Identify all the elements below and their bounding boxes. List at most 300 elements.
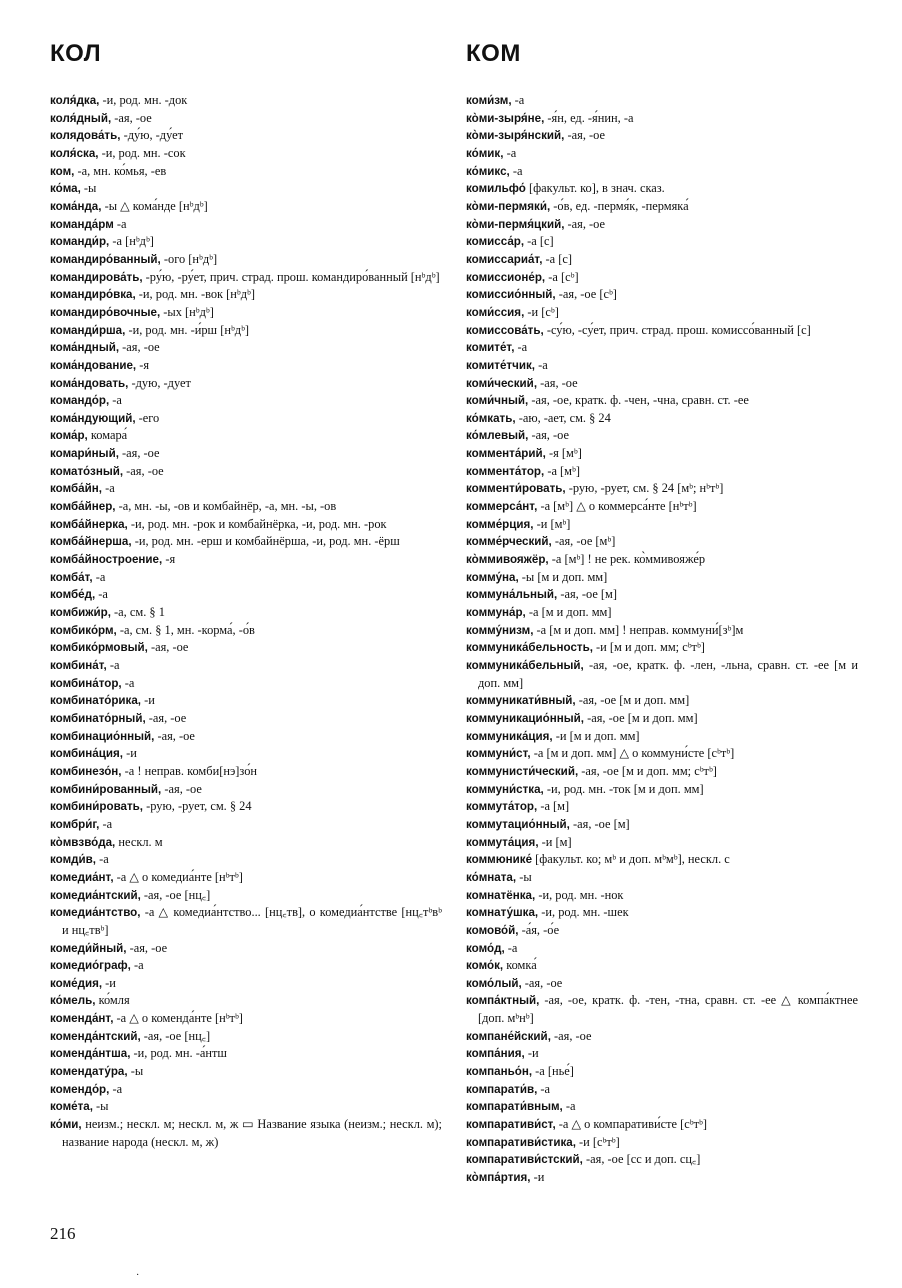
headword: ко̀ми-пермяки́, [466, 199, 551, 213]
entry-details: -и [мᵇ] [533, 516, 571, 531]
headword: коммуника́бельный, [466, 659, 584, 672]
headword: комато́зный, [50, 464, 124, 478]
dictionary-entry [466, 657, 858, 692]
headword: коля́ска, [50, 146, 99, 160]
headword: коммуника́ция, [466, 729, 553, 743]
dictionary-entry [50, 163, 442, 181]
entry-details: -ая, -ое [521, 975, 563, 990]
headword: ко̀мвзво́да, [50, 835, 116, 849]
dictionary-entry [50, 1081, 442, 1099]
headword: комменти́ровать, [466, 482, 566, 496]
dictionary-entry [466, 163, 858, 181]
headword: коммуна́льный, [466, 588, 558, 602]
headword: кома́ндующий, [50, 411, 136, 425]
headword: коммюнике́ [466, 853, 533, 867]
entry-details: -а [511, 93, 525, 107]
dictionary-entry [466, 357, 858, 375]
headword: коммуникацио́нный, [466, 711, 584, 725]
entry-details: -а [109, 393, 122, 408]
entry-details: -ы [м и доп. мм] [518, 569, 608, 584]
entry-details: -ая, -ое [нц꜀] [140, 887, 211, 902]
dictionary-entry [50, 251, 442, 269]
entry-details: -и, род. мн. -ерш и комбайнёрша, -и, род. мн. -ёрш [131, 534, 400, 549]
headword: командирова́ть, [50, 270, 143, 284]
dictionary-entry [466, 410, 858, 428]
dictionary-entry [50, 216, 442, 234]
entry-details: -и, род. мн. -вок [нᵇдᵇ] [135, 287, 256, 302]
dictionary-entry [50, 569, 442, 587]
dictionary-entry [50, 322, 442, 340]
dictionary-entry [466, 728, 858, 746]
headword: кома́ндование, [50, 358, 137, 372]
entry-details: -дую, -дует [128, 375, 191, 390]
dictionary-entry [466, 445, 858, 463]
dictionary-entry [50, 92, 442, 110]
headword: коммунисти́ческий, [466, 764, 579, 778]
headword: комба́т, [50, 570, 93, 584]
entry-details: -а [нье́] [532, 1064, 574, 1079]
dictionary-entry [50, 710, 442, 728]
headword: коммута́тор, [466, 800, 538, 814]
entry-details: -и, род. мн. -нок [535, 887, 624, 902]
entry-details: -ая, -ое [м и доп. мм] [584, 710, 698, 725]
dictionary-entry [466, 1151, 858, 1169]
dictionary-entry [50, 480, 442, 498]
entry-details: -ая, -ое [сс и доп. сц꜀] [582, 1152, 701, 1167]
headword: коммуника́бельность, [466, 641, 593, 655]
headword: коммерса́нт, [466, 500, 538, 514]
dictionary-entry [50, 586, 442, 604]
entry-details: -а [514, 340, 528, 355]
headword: коменда́нтша, [50, 1047, 131, 1061]
entry-details: -а △ о коменда́нте [нᵇтᵇ] [113, 1011, 243, 1026]
headword: командиро́вка, [50, 288, 136, 302]
entry-details: -я [мᵇ] [545, 446, 582, 461]
entry-details: -ая, -ое [сᵇ] [555, 287, 617, 302]
headword: комба́йностроение, [50, 553, 163, 567]
headword: кома́р, [50, 429, 88, 443]
headword: комово́й, [466, 923, 519, 937]
dictionary-entry [466, 639, 858, 657]
entry-details: -а [м и доп. мм] △ о коммуни́сте [сᵇтᵇ] [530, 746, 735, 761]
entry-details: -и [530, 1170, 545, 1185]
entry-details: -а́я, -о́е [518, 922, 560, 937]
entry-details: -и, род. мн. -а́нтш [130, 1046, 227, 1061]
dictionary-entry [466, 569, 858, 587]
dictionary-entry [50, 233, 442, 251]
dictionary-entry [466, 233, 858, 251]
headword: комиссова́ть, [466, 323, 544, 337]
dictionary-entry [50, 180, 442, 198]
dictionary-entry [466, 692, 858, 710]
entry-details: -и [м и доп. мм; сᵇтᵇ] [592, 640, 705, 655]
entry-details: -а △ о комедиа́нте [нᵇтᵇ] [113, 869, 243, 884]
headword: комму́на, [466, 570, 519, 584]
dictionary-entry [50, 516, 442, 534]
entry-details: -а [534, 357, 548, 372]
headword: комбико́рмовый, [50, 641, 148, 655]
dictionary-entry [466, 1134, 858, 1152]
dictionary-entry [466, 975, 858, 993]
dictionary-entry [50, 533, 442, 551]
headword: комба́йн, [50, 482, 102, 496]
entry-details: -я [136, 357, 150, 372]
dictionary-entry [466, 339, 858, 357]
headword: комбини́ровать, [50, 800, 144, 814]
dictionary-entry [50, 622, 442, 640]
headword: комите́тчик, [466, 358, 535, 372]
dictionary-entry [50, 145, 442, 163]
entry-details: -ого [нᵇдᵇ] [160, 251, 218, 266]
headword: комисса́р, [466, 235, 525, 249]
entry-details: -а ! неправ. комби[нэ]зо́н [121, 763, 258, 778]
entry-details: -а [нᵇдᵇ] [109, 234, 154, 249]
dictionary-entry [466, 498, 858, 516]
entry-details: -ая, -ое [м] [569, 816, 630, 831]
dictionary-entry [466, 851, 858, 869]
headword: комиссионе́р, [466, 270, 546, 284]
dictionary-entry [50, 887, 442, 905]
headword: комму́низм, [466, 623, 534, 637]
dictionary-entry [466, 427, 858, 445]
dictionary-entry [466, 216, 858, 234]
entry-details: -и [сᵇтᵇ] [575, 1134, 620, 1149]
headword: ко̀мпа́ртия, [466, 1171, 531, 1185]
headword: комнату́шка, [466, 906, 539, 920]
headword: коми́зм, [466, 94, 512, 107]
entry-details: нескл. м [115, 834, 163, 849]
dictionary-entry [50, 445, 442, 463]
dictionary-entry [50, 957, 442, 975]
dictionary-entry [50, 869, 442, 887]
headword: кома́ндовать, [50, 376, 129, 390]
headword: комо́д, [466, 941, 505, 955]
entry-details: -ая, -ое [161, 781, 202, 796]
entry-details: -а [м и доп. мм] ! неправ. коммуни́[зᵇ]м [533, 622, 744, 637]
dictionary-entry [466, 1116, 858, 1134]
dictionary-entry [466, 1063, 858, 1081]
headword: коммента́тор, [466, 464, 545, 478]
entry-details: комка́ [503, 958, 537, 973]
headword: команди́рша, [50, 323, 126, 337]
dictionary-entry [50, 1116, 442, 1151]
entry-details: -ая, -ое [м и доп. мм] [575, 693, 690, 708]
headword: коменда́нтский, [50, 1029, 141, 1043]
entry-details: -и, род. мн. -рок и комбайнёрка, -и, род. мн. -рок [127, 516, 387, 531]
headword: ко́микс, [466, 164, 510, 178]
headword: комо́лый, [466, 976, 522, 990]
headword: ко́мкать, [466, 411, 516, 425]
headword: коме́та, [50, 1100, 93, 1114]
headword: коммуни́стка, [466, 782, 544, 796]
dictionary-entry [466, 269, 858, 287]
entry-details: -ая, -ое [118, 446, 160, 461]
entry-details: -ы [80, 181, 97, 196]
entry-details: -ду́ю, -ду́ет [120, 128, 184, 143]
headword: компа́ния, [466, 1047, 525, 1061]
headword: командо́р, [50, 394, 110, 408]
right-column [466, 92, 858, 1187]
dictionary-entry [466, 869, 858, 887]
headword: комбижи́р, [50, 606, 111, 620]
headword: ко́мната, [466, 870, 517, 884]
headword: компарати́вным, [466, 1100, 563, 1114]
entry-details: -ых [нᵇдᵇ] [160, 304, 214, 319]
entry-details: -а [504, 940, 518, 955]
dictionary-entry [466, 887, 858, 905]
dictionary-entry [50, 427, 442, 445]
dictionary-entry [466, 533, 858, 551]
headword: ко̀ми-зыря́не, [466, 111, 545, 125]
headword: комеди́йный, [50, 941, 127, 955]
dictionary-entry [466, 1098, 858, 1116]
dictionary-entry [50, 463, 442, 481]
headword: колядова́ть, [50, 129, 121, 143]
entry-details: -а [мᵇ] ! не рек. ко̀ммивояже́р [548, 552, 706, 567]
dictionary-entry [50, 339, 442, 357]
dictionary-entry [50, 904, 442, 939]
entry-details: -а [99, 816, 113, 831]
running-head-right: КОМ [466, 40, 521, 67]
headword: кома́нда, [50, 199, 102, 213]
dictionary-entry [466, 516, 858, 534]
dictionary-entry [466, 781, 858, 799]
entry-details: -и [141, 693, 155, 708]
dictionary-entry [50, 728, 442, 746]
running-head-left: КОЛ [50, 40, 102, 67]
dictionary-entry [50, 798, 442, 816]
dictionary-entry [50, 1063, 442, 1081]
entry-details: -а [м и доп. мм] [525, 605, 612, 620]
entry-details: -ая, -ое [145, 710, 187, 725]
headword: комильфо́ [466, 182, 526, 196]
headword: комедиа́нтский, [50, 888, 141, 902]
entry-details: -рую, -рует, см. § 24 [143, 799, 252, 814]
dictionary-entry [466, 180, 858, 198]
headword: комедиа́нт, [50, 870, 114, 884]
headword: комбини́рованный, [50, 782, 162, 796]
headword: комендату́ра, [50, 1065, 128, 1079]
dictionary-entry [466, 110, 858, 128]
dictionary-entry [50, 375, 442, 393]
headword: комнатёнка, [466, 888, 536, 902]
dictionary-entry [466, 286, 858, 304]
dictionary-entry [50, 781, 442, 799]
headword: комбинезо́н, [50, 764, 122, 778]
entry-details: -ая, -ое [123, 463, 164, 478]
entry-details: -а [мᵇ] △ о коммерса́нте [нᵇтᵇ] [537, 499, 697, 514]
entry-details: -ы [127, 1064, 144, 1079]
dictionary-entry [50, 1098, 442, 1116]
dictionary-entry [50, 127, 442, 145]
dictionary-entry [466, 145, 858, 163]
dictionary-entry [466, 940, 858, 958]
dictionary-entry [50, 834, 442, 852]
headword: коля́дка, [50, 94, 100, 107]
entry-details: -ая, -ое [528, 428, 569, 443]
headword: комбико́рм, [50, 623, 117, 637]
dictionary-entry [466, 710, 858, 728]
headword: компаньо́н, [466, 1065, 533, 1079]
headword: комбинато́рный, [50, 711, 146, 725]
headword: комедиа́нтство, [50, 906, 141, 920]
headword: комбинацио́нный, [50, 729, 155, 743]
headword: комари́ный, [50, 447, 119, 461]
entry-details: -ая, -ое [нц꜀] [140, 1028, 211, 1043]
entry-details: неизм.; нескл. м; нескл. м, ж ▭ Название языка (неизм.; нескл. м); название народа (нескл. м, ж) [62, 1117, 442, 1149]
entry-details: -а [106, 658, 120, 672]
entry-details: -и, род. мн. -сок [98, 145, 186, 160]
headword: коммута́ция, [466, 835, 539, 849]
headword: комедио́граф, [50, 959, 131, 973]
headword: коме́дия, [50, 976, 103, 990]
headword: коменда́нт, [50, 1012, 114, 1026]
headword: коммуни́ст, [466, 747, 531, 761]
dictionary-entry [50, 692, 442, 710]
entry-details: -а △ о компаративи́сте [сᵇтᵇ] [555, 1117, 707, 1132]
dictionary-entry [50, 975, 442, 993]
headword: ко́млевый, [466, 429, 529, 443]
dictionary-entry [50, 639, 442, 657]
headword: командиро́ванный, [50, 252, 161, 266]
entry-details: -ая, -ое [мᵇ] [551, 534, 616, 549]
entry-details: -и [122, 746, 137, 761]
dictionary-entry [50, 940, 442, 958]
dictionary-entry [466, 1028, 858, 1046]
entry-details: -а [562, 1099, 576, 1114]
headword: комба́йнерка, [50, 517, 128, 531]
dictionary-entry [466, 1169, 858, 1187]
headword: компане́йский, [466, 1029, 551, 1043]
entry-details: -и, род. мн. -док [99, 93, 188, 107]
dictionary-entry [466, 798, 858, 816]
dictionary-entry [50, 675, 442, 693]
dictionary-entry [50, 763, 442, 781]
headword: комендо́р, [50, 1082, 110, 1096]
entry-details: -ру́ю, -ру́ет, прич. страд. прош. командиро́ванный [нᵇдᵇ] [142, 269, 440, 284]
dictionary-entry [50, 357, 442, 375]
dictionary-entry [466, 251, 858, 269]
entry-details: -а, мн. ко́мья, -ев [74, 163, 167, 178]
entry-details: -а [509, 163, 523, 178]
dictionary-entry [466, 763, 858, 781]
entry-details: -а, мн. -ы, -ов и комбайнёр, -а, мн. -ы, -ов [115, 499, 337, 514]
headword: коми́чный, [466, 394, 529, 408]
entry-details: -ая, -ое [564, 216, 606, 231]
headword: комбина́ция, [50, 747, 123, 761]
dictionary-entry [50, 410, 442, 428]
entry-details: -а [м] [537, 799, 570, 814]
headword: ко̀ми-пермя́цкий, [466, 217, 565, 231]
dictionary-entry [466, 957, 858, 975]
entry-details: -и, род. мн. -шек [538, 905, 629, 920]
dictionary-entry [466, 304, 858, 322]
entry-details: -а, см. § 1, мн. -корма́, -о́в [116, 622, 255, 637]
headword: коля́дный, [50, 111, 112, 125]
headword: комбри́г, [50, 817, 100, 831]
headword: комбина́т, [50, 659, 107, 672]
entry-details: -и, род. мн. -ток [м и доп. мм] [543, 781, 704, 796]
dictionary-entry [50, 498, 442, 516]
entry-details: -и, род. мн. -и́рш [нᵇдᵇ] [125, 322, 250, 337]
entry-details: -а [с] [542, 251, 573, 266]
headword: комба́йнерша, [50, 535, 132, 549]
headword: комбе́д, [50, 588, 96, 602]
entry-details: -а [95, 587, 108, 602]
headword: командиро́вочные, [50, 305, 161, 319]
entry-details: -а, см. § 1 [110, 605, 165, 620]
headword: комбинато́рика, [50, 694, 142, 708]
headword: компа́ктный, [466, 994, 540, 1008]
headword: ко́ми, [50, 1118, 82, 1132]
dictionary-entry [466, 322, 858, 340]
dictionary-entry [466, 922, 858, 940]
entry-details: -а [сᵇ] [545, 269, 579, 284]
headword: компаративи́стский, [466, 1153, 583, 1167]
dictionary-entry [466, 745, 858, 763]
dictionary-entry [466, 392, 858, 410]
entry-details: -ая, -ое [537, 375, 578, 390]
headword: коммутацио́нный, [466, 817, 570, 831]
dictionary-entry [466, 816, 858, 834]
dictionary-entry [466, 551, 858, 569]
headword: коми́ссия, [466, 305, 525, 319]
headword: комиссариа́т, [466, 252, 543, 266]
entry-details: -а [130, 958, 144, 973]
entry-details: -ая, -ое [м] [557, 587, 618, 602]
headword: ко̀ммивояжёр, [466, 553, 549, 567]
dictionary-entry [50, 304, 442, 322]
dictionary-entry [50, 269, 442, 287]
entry-details: -ая, -ое [111, 110, 152, 125]
entry-details: -а [92, 569, 106, 584]
headword: коммента́рий, [466, 447, 546, 461]
entry-details: -о́в, ед. -пермя́к, -пермяка́ [550, 198, 689, 213]
dictionary-entry [466, 375, 858, 393]
headword: компаративи́стика, [466, 1135, 576, 1149]
entry-details: -ы △ кома́нде [нᵇдᵇ] [101, 198, 208, 213]
entry-details: -а △ комедиа́нтство... [нц꜀тв], о комедиа́нтстве [нц꜀тᵇвᵇ и нц꜀твᵇ] [62, 905, 442, 937]
headword: комите́т, [466, 341, 515, 355]
dictionary-entry [50, 392, 442, 410]
dictionary-entry [466, 92, 858, 110]
headword: ко́мель, [50, 994, 96, 1008]
headword: ко́мик, [466, 146, 504, 160]
entry-details: -ая, -ое [м и доп. мм; сᵇтᵇ] [578, 763, 717, 778]
dictionary-entry [50, 851, 442, 869]
entry-details: -ая, -ое [564, 128, 605, 143]
entry-details: -ая, -ое, кратк. ф. -лен, -льна, сравн. ст. -ее [м и доп. мм] [478, 658, 858, 690]
bottom-mark: · [136, 1270, 140, 1281]
entry-details: -а [101, 481, 115, 496]
headword: коми́ческий, [466, 376, 538, 390]
entry-details: -и [м и доп. мм] [552, 728, 640, 743]
entry-details: -а [с] [524, 234, 554, 249]
entry-details: -су́ю, -су́ет, прич. страд. прош. комиссо́ванный [с] [543, 322, 811, 337]
dictionary-entry [50, 110, 442, 128]
entry-details: -ая, -ое [154, 728, 195, 743]
entry-details: [факульт. ко; мᵇ и доп. мᵇмᵇ], нескл. с [532, 852, 730, 867]
headword: компаративи́ст, [466, 1118, 556, 1132]
entry-details: -ы [516, 869, 532, 884]
dictionary-entry [466, 198, 858, 216]
dictionary-entry [50, 551, 442, 569]
headword: комди́в, [50, 853, 96, 867]
dictionary-entry [50, 657, 442, 675]
dictionary-entry [466, 1045, 858, 1063]
headword: кома́ндный, [50, 341, 120, 355]
dictionary-entry [50, 604, 442, 622]
